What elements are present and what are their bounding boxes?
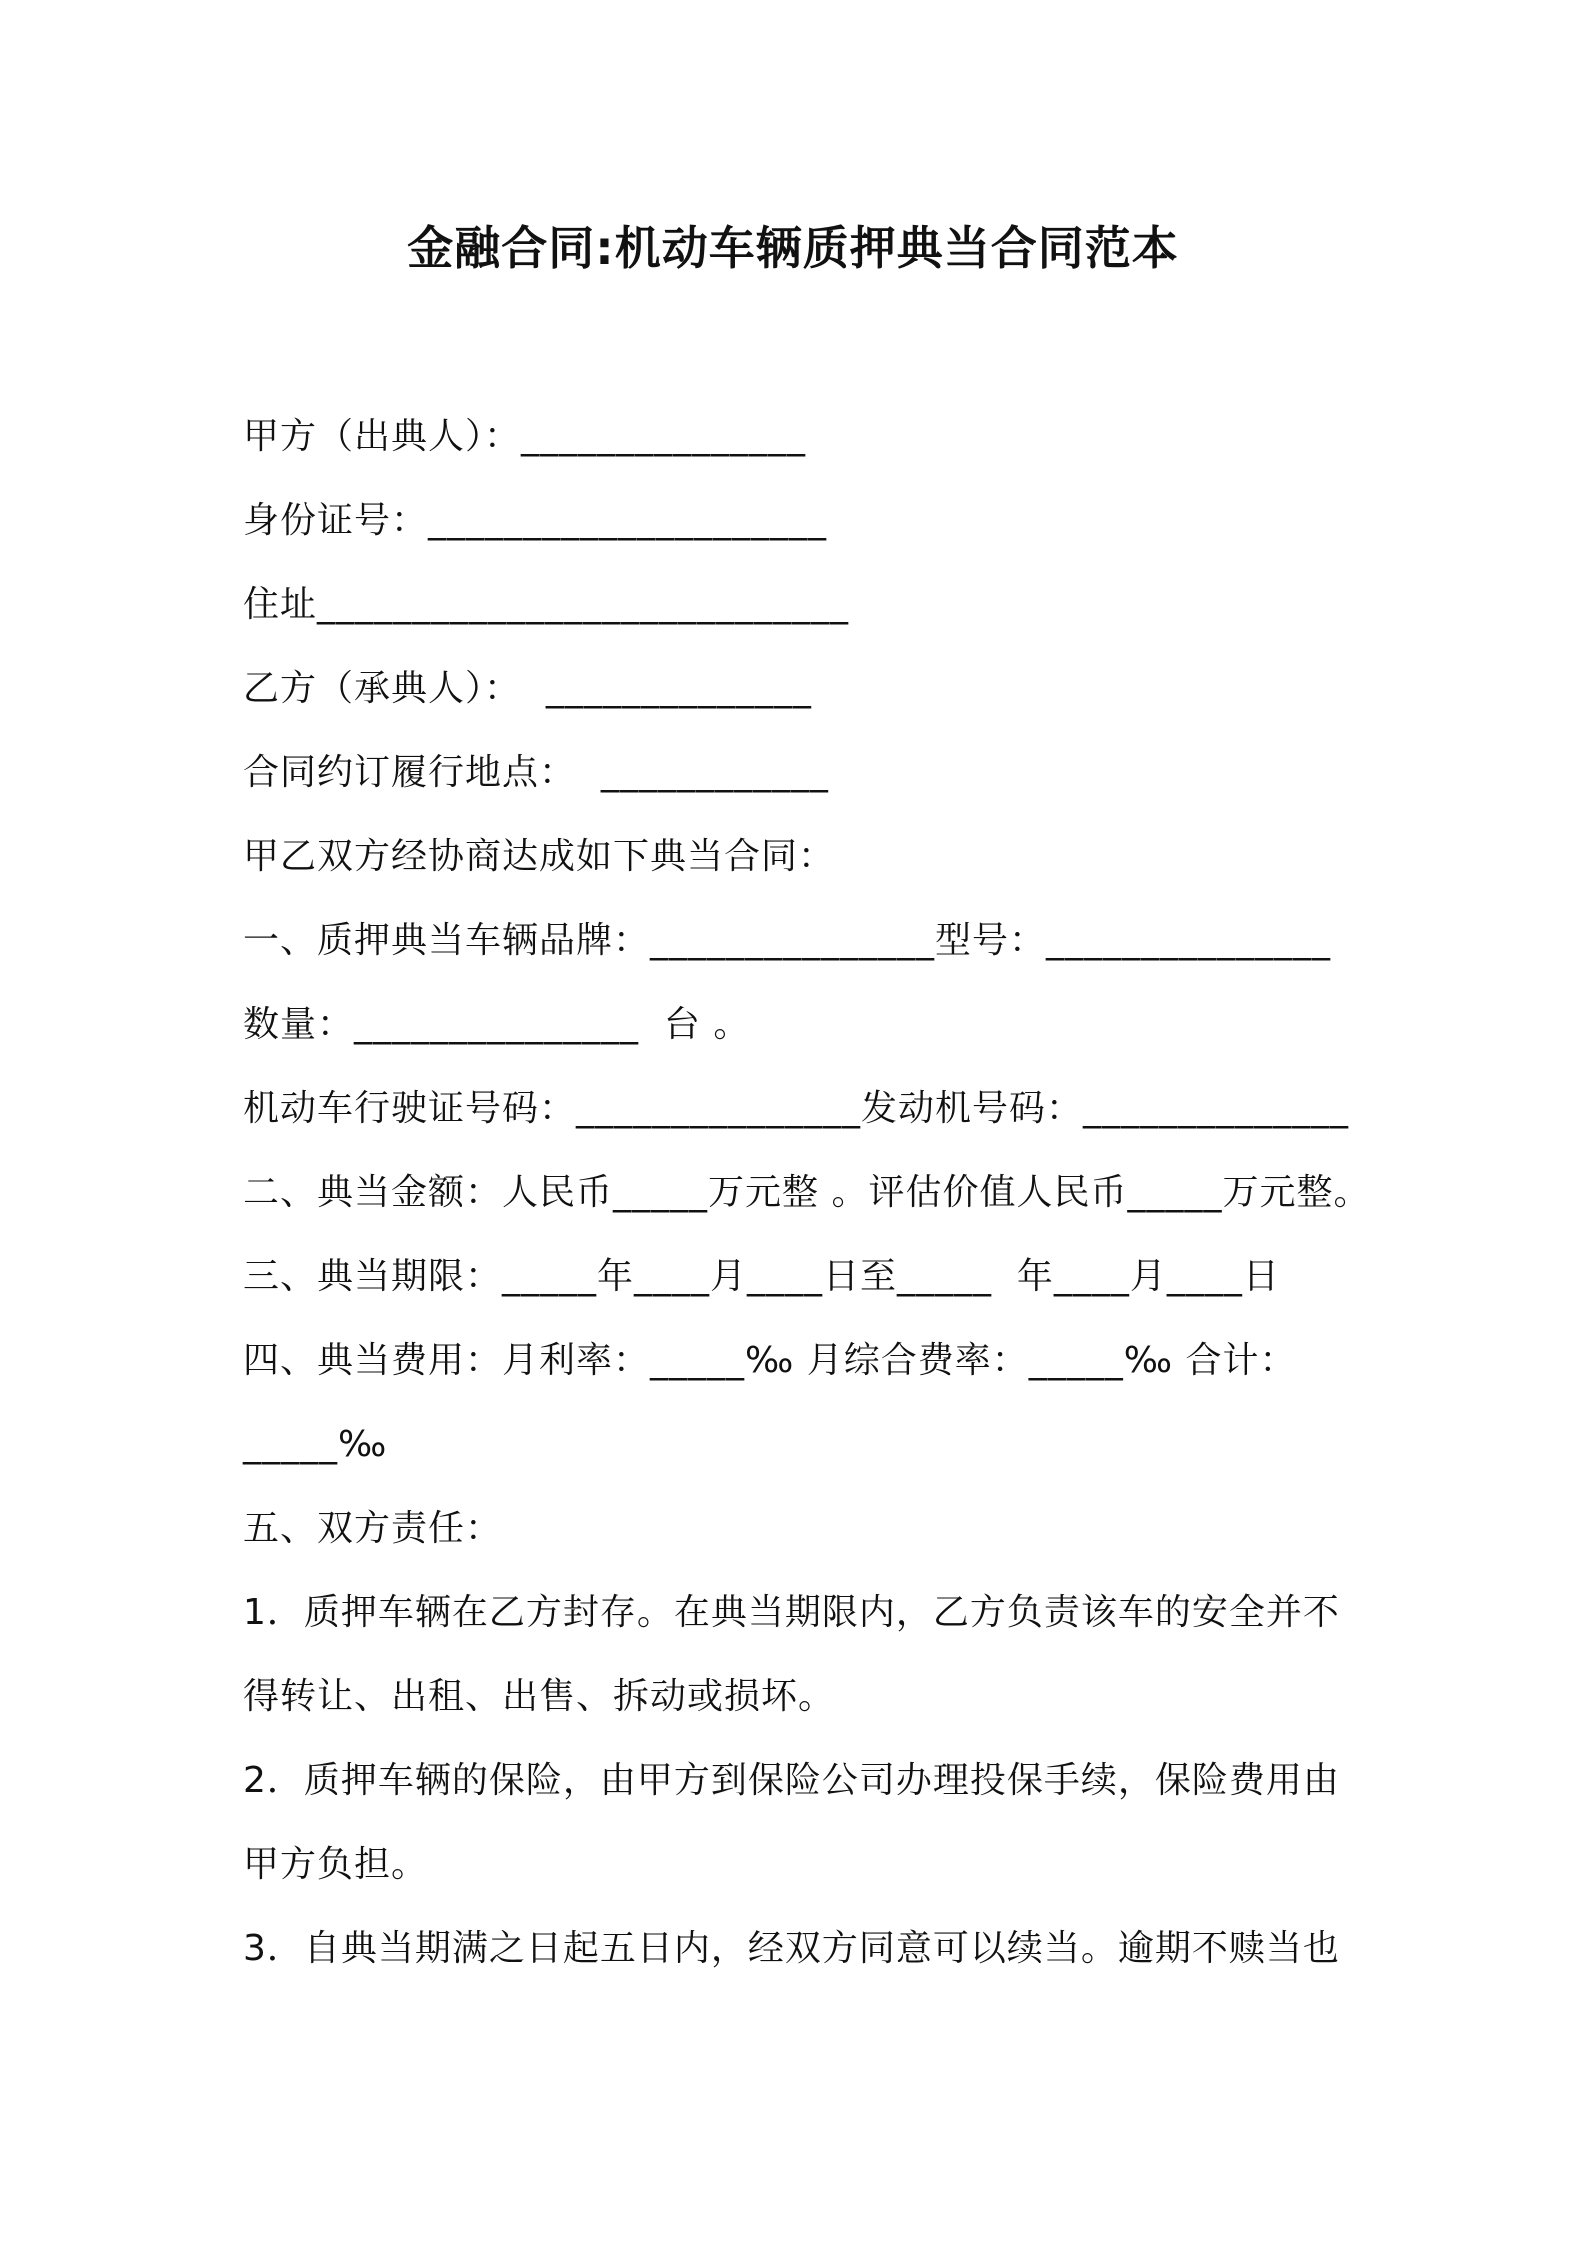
clause-1-license-engine: 机动车行驶证号码：_______________发动机号码：______________ [243,1088,1350,1129]
responsibility-1-line-1: 1．质押车辆在乙方封存。在典当期限内，乙方负责该车的安全并不 [243,1592,1340,1633]
clause-2-amount: 二、典当金额：人民币_____万元整 。评估价值人民币_____万元整。 [243,1172,1371,1213]
clause-1-vehicle-brand: 一、质押典当车辆品牌：_______________型号：_______________ [243,920,1332,961]
responsibility-3-line-1: 3．自典当期满之日起五日内，经双方同意可以续当。逾期不赎当也 [243,1928,1340,1969]
contract-location-line: 合同约订履行地点： ____________ [243,752,829,793]
responsibility-2-line-1: 2．质押车辆的保险，由甲方到保险公司办理投保手续，保险费用由 [243,1760,1340,1801]
id-number-line: 身份证号：_____________________ [243,500,828,541]
clause-3-term: 三、典当期限：_____年____月____日至_____ 年____月____日 [243,1256,1280,1297]
clause-4-total: _____‰ [243,1424,388,1465]
clause-5-heading: 五、双方责任： [243,1508,503,1549]
party-b-line: 乙方（承典人）： ______________ [243,668,812,709]
clause-4-fees: 四、典当费用：月利率：_____‰ 月综合费率：_____‰ 合计： [243,1340,1297,1381]
responsibility-2-line-2: 甲方负担。 [243,1844,429,1885]
address-line: 住址____________________________ [243,584,849,625]
clause-1-quantity: 数量：_______________ 台 。 [243,1004,751,1045]
document-title: 金融合同:机动车辆质押典当合同范本 [407,221,1179,275]
party-a-line: 甲方（出典人）：_______________ [243,416,807,457]
responsibility-1-line-2: 得转让、出租、出售、拆动或损坏。 [243,1676,836,1717]
agreement-intro-line: 甲乙双方经协商达成如下典当合同： [243,836,836,877]
